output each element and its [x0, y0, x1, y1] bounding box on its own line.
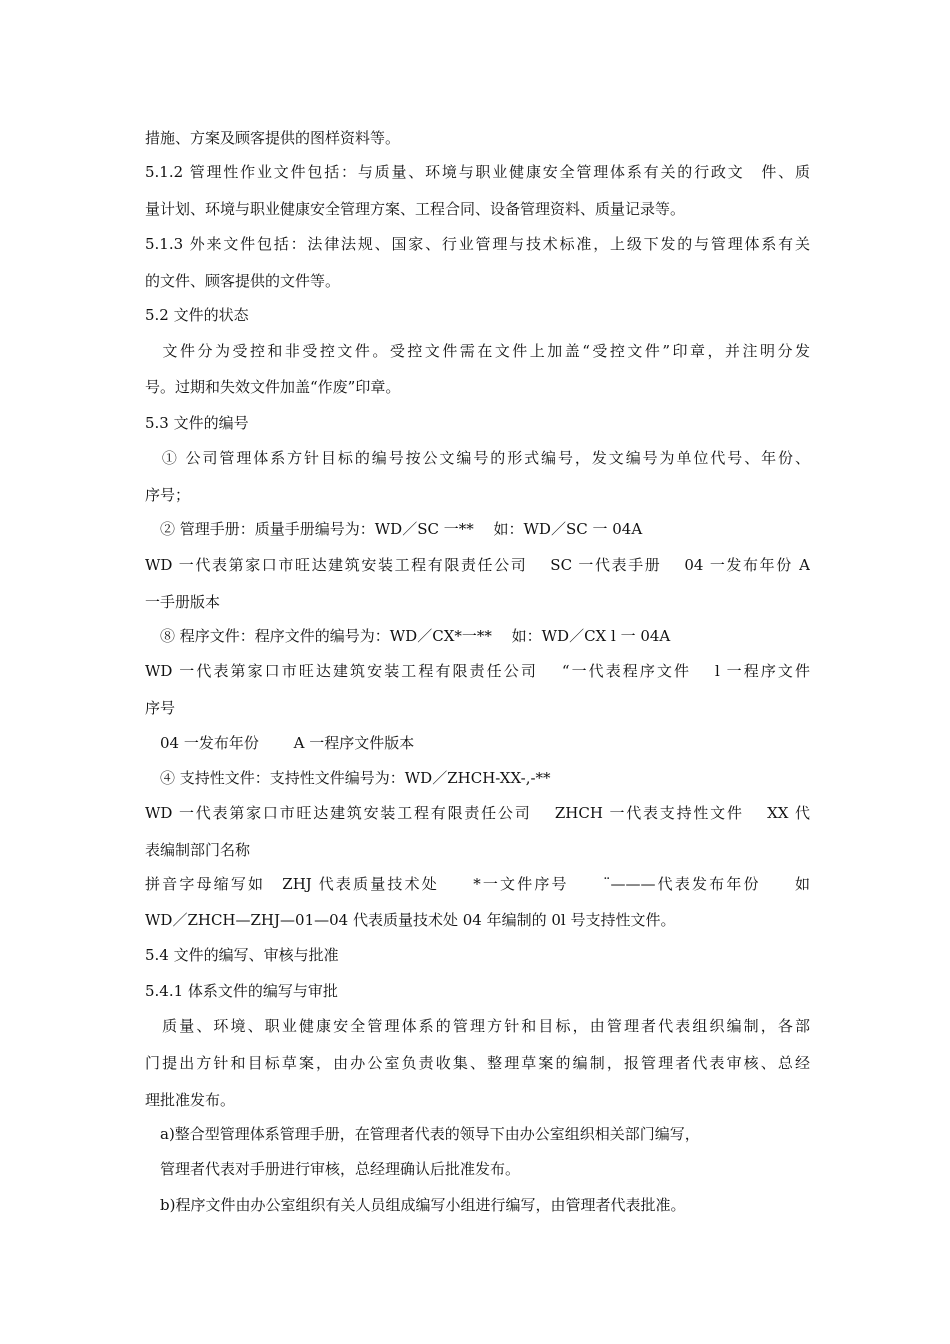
text-line: WD 一代表第家口市旺达建筑安装工程有限责任公司 ZHCH 一代表支持性文件 XX 代 — [145, 804, 810, 822]
text-line: a)整合型管理体系管理手册，在管理者代表的领导下由办公室组织相关部门编写， — [145, 1125, 700, 1143]
text-line: b)程序文件由办公室组织有关人员组成编写小组进行编写，由管理者代表批准。 — [145, 1196, 686, 1214]
text-line: WD／ZHCH—ZHJ—01—04 代表质量技术处 04 年编制的 0l 号支持性文件。 — [145, 911, 676, 929]
section-heading: 5.2 文件的状态 — [145, 306, 249, 324]
text-line: ② 管理手册：质量手册编号为：WD／SC 一** 如：WD／SC 一 04A — [145, 520, 643, 538]
text-line: 的文件、顾客提供的文件等。 — [145, 272, 341, 290]
text-line: 门提出方针和目标草案，由办公室负责收集、整理草案的编制，报管理者代表审核、总经 — [145, 1054, 810, 1072]
section-heading: 5.3 文件的编号 — [145, 414, 249, 432]
text-line: ⑧ 程序文件：程序文件的编号为：WD／CX*一** 如：WD／CX l 一 04A — [145, 627, 671, 645]
section-heading: 5.4 文件的编写、审核与批准 — [145, 946, 339, 964]
text-line: WD 一代表第家口市旺达建筑安装工程有限责任公司 “一代表程序文件 l 一程序文件 — [145, 662, 810, 680]
text-line: WD 一代表第家口市旺达建筑安装工程有限责任公司 SC 一代表手册 04 一发布年份 A — [145, 556, 810, 574]
text-line: 5.1.2 管理性作业文件包括：与质量、环境与职业健康安全管理体系有关的行政文 件、质 — [145, 163, 810, 181]
text-line: 质量、环境、职业健康安全管理体系的管理方针和目标，由管理者代表组织编制，各部 — [145, 1017, 810, 1035]
text-line: 5.1.3 外来文件包括：法律法规、国家、行业管理与技术标准，上级下发的与管理体系有关 — [145, 235, 810, 253]
text-line: 拼音字母缩写如 ZHJ 代表质量技术处 *一文件序号 ¨———代表发布年份 如 — [145, 875, 810, 893]
text-line: 表编制部门名称 — [145, 841, 251, 859]
subsection-heading: 5.4.1 体系文件的编写与审批 — [145, 982, 338, 1000]
text-line: 号。过期和失效文件加盖“作废”印章。 — [145, 378, 401, 396]
text-line: 04 一发布年份 A 一程序文件版本 — [145, 734, 415, 752]
text-line: 措施、方案及顾客提供的图样资料等。 — [145, 129, 401, 147]
text-line: 理批准发布。 — [145, 1091, 236, 1109]
text-line: ① 公司管理体系方针目标的编号按公文编号的形式编号，发文编号为单位代号、年份、 — [145, 449, 810, 467]
text-line: 序号 — [145, 699, 176, 717]
text-line: ④ 支持性文件：支持性文件编号为：WD／ZHCH-XX-,-** — [145, 769, 551, 787]
text-line: 文件分为受控和非受控文件。受控文件需在文件上加盖“受控文件”印章，并注明分发 — [145, 342, 810, 360]
text-line: 一手册版本 — [145, 593, 221, 611]
text-line: 管理者代表对手册进行审核，总经理确认后批准发布。 — [145, 1160, 521, 1178]
text-line: 序号； — [145, 486, 191, 504]
text-line: 量计划、环境与职业健康安全管理方案、工程合同、设备管理资料、质量记录等。 — [145, 200, 686, 218]
